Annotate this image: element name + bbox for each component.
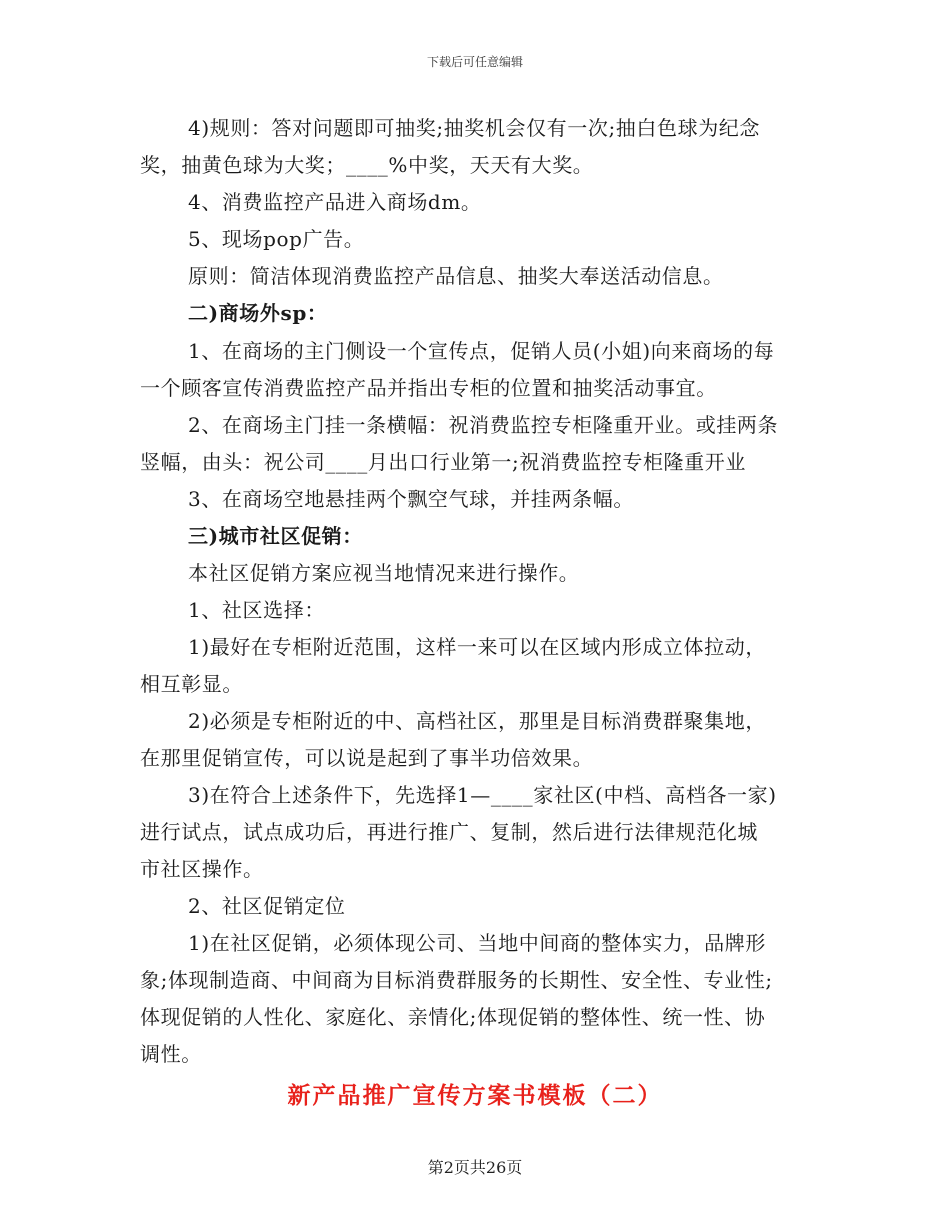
paragraph-line: 调性。 [140,1042,202,1066]
paragraph-line: 市社区操作。 [140,857,264,881]
paragraph-line: 2、在商场主门挂一条横幅：祝消费监控专柜隆重开业。或挂两条 [188,413,779,437]
paragraph-line: 相互彰显。 [140,672,243,696]
section-title: 新产品推广宣传方案书模板（二） [287,1083,663,1109]
paragraph-line: 4)规则：答对问题即可抽奖;抽奖机会仅有一次;抽白色球为纪念 [188,116,761,140]
paragraph-line: 3、在商场空地悬挂两个飘空气球，并挂两条幅。 [188,487,634,511]
paragraph-line: 原则：简洁体现消费监控产品信息、抽奖大奉送活动信息。 [188,264,724,288]
paragraph-line: 在那里促销宣传，可以说是起到了事半功倍效果。 [140,746,594,770]
paragraph-line: 奖，抽黄色球为大奖；____%中奖，天天有大奖。 [140,153,594,177]
paragraph-line: 一个顾客宣传消费监控产品并指出专柜的位置和抽奖活动事宜。 [140,376,717,400]
paragraph-line: 1、社区选择： [188,598,325,622]
paragraph-line: 2)必须是专柜附近的中、高档社区，那里是目标消费群聚集地， [188,709,766,733]
paragraph-line: 3)在符合上述条件下，先选择1—____家社区(中档、高档各一家) [188,783,777,807]
paragraph-line: 竖幅，由头：祝公司____月出口行业第一;祝消费监控专柜隆重开业 [140,450,746,474]
paragraph-line: 本社区促销方案应视当地情况来进行操作。 [188,561,580,585]
page-header: 下载后可任意编辑 [426,55,523,69]
paragraph-line: 5、现场pop广告。 [188,227,365,251]
paragraph-line: 进行试点，试点成功后，再进行推广、复制，然后进行法律规范化城 [140,820,758,844]
paragraph-line: 体现促销的人性化、家庭化、亲情化;体现促销的整体性、统一性、协 [140,1005,766,1029]
paragraph-line: 1)在社区促销，必须体现公司、当地中间商的整体实力，品牌形 [188,931,766,955]
paragraph-line: 1、在商场的主门侧设一个宣传点，促销人员(小姐)向来商场的每 [188,339,775,363]
paragraph-line: 1)最好在专柜附近范围，这样一来可以在区域内形成立体拉动， [188,635,766,659]
paragraph-line: 2、社区促销定位 [188,894,346,918]
section-heading: 三)城市社区促销： [188,524,363,548]
paragraph-line: 4、消费监控产品进入商场dm。 [188,190,482,214]
section-heading: 二)商场外sp： [188,301,328,325]
paragraph-line: 象;体现制造商、中间商为目标消费群服务的长期性、安全性、专业性; [140,968,773,992]
page-footer: 第2页共26页 [427,1158,523,1177]
